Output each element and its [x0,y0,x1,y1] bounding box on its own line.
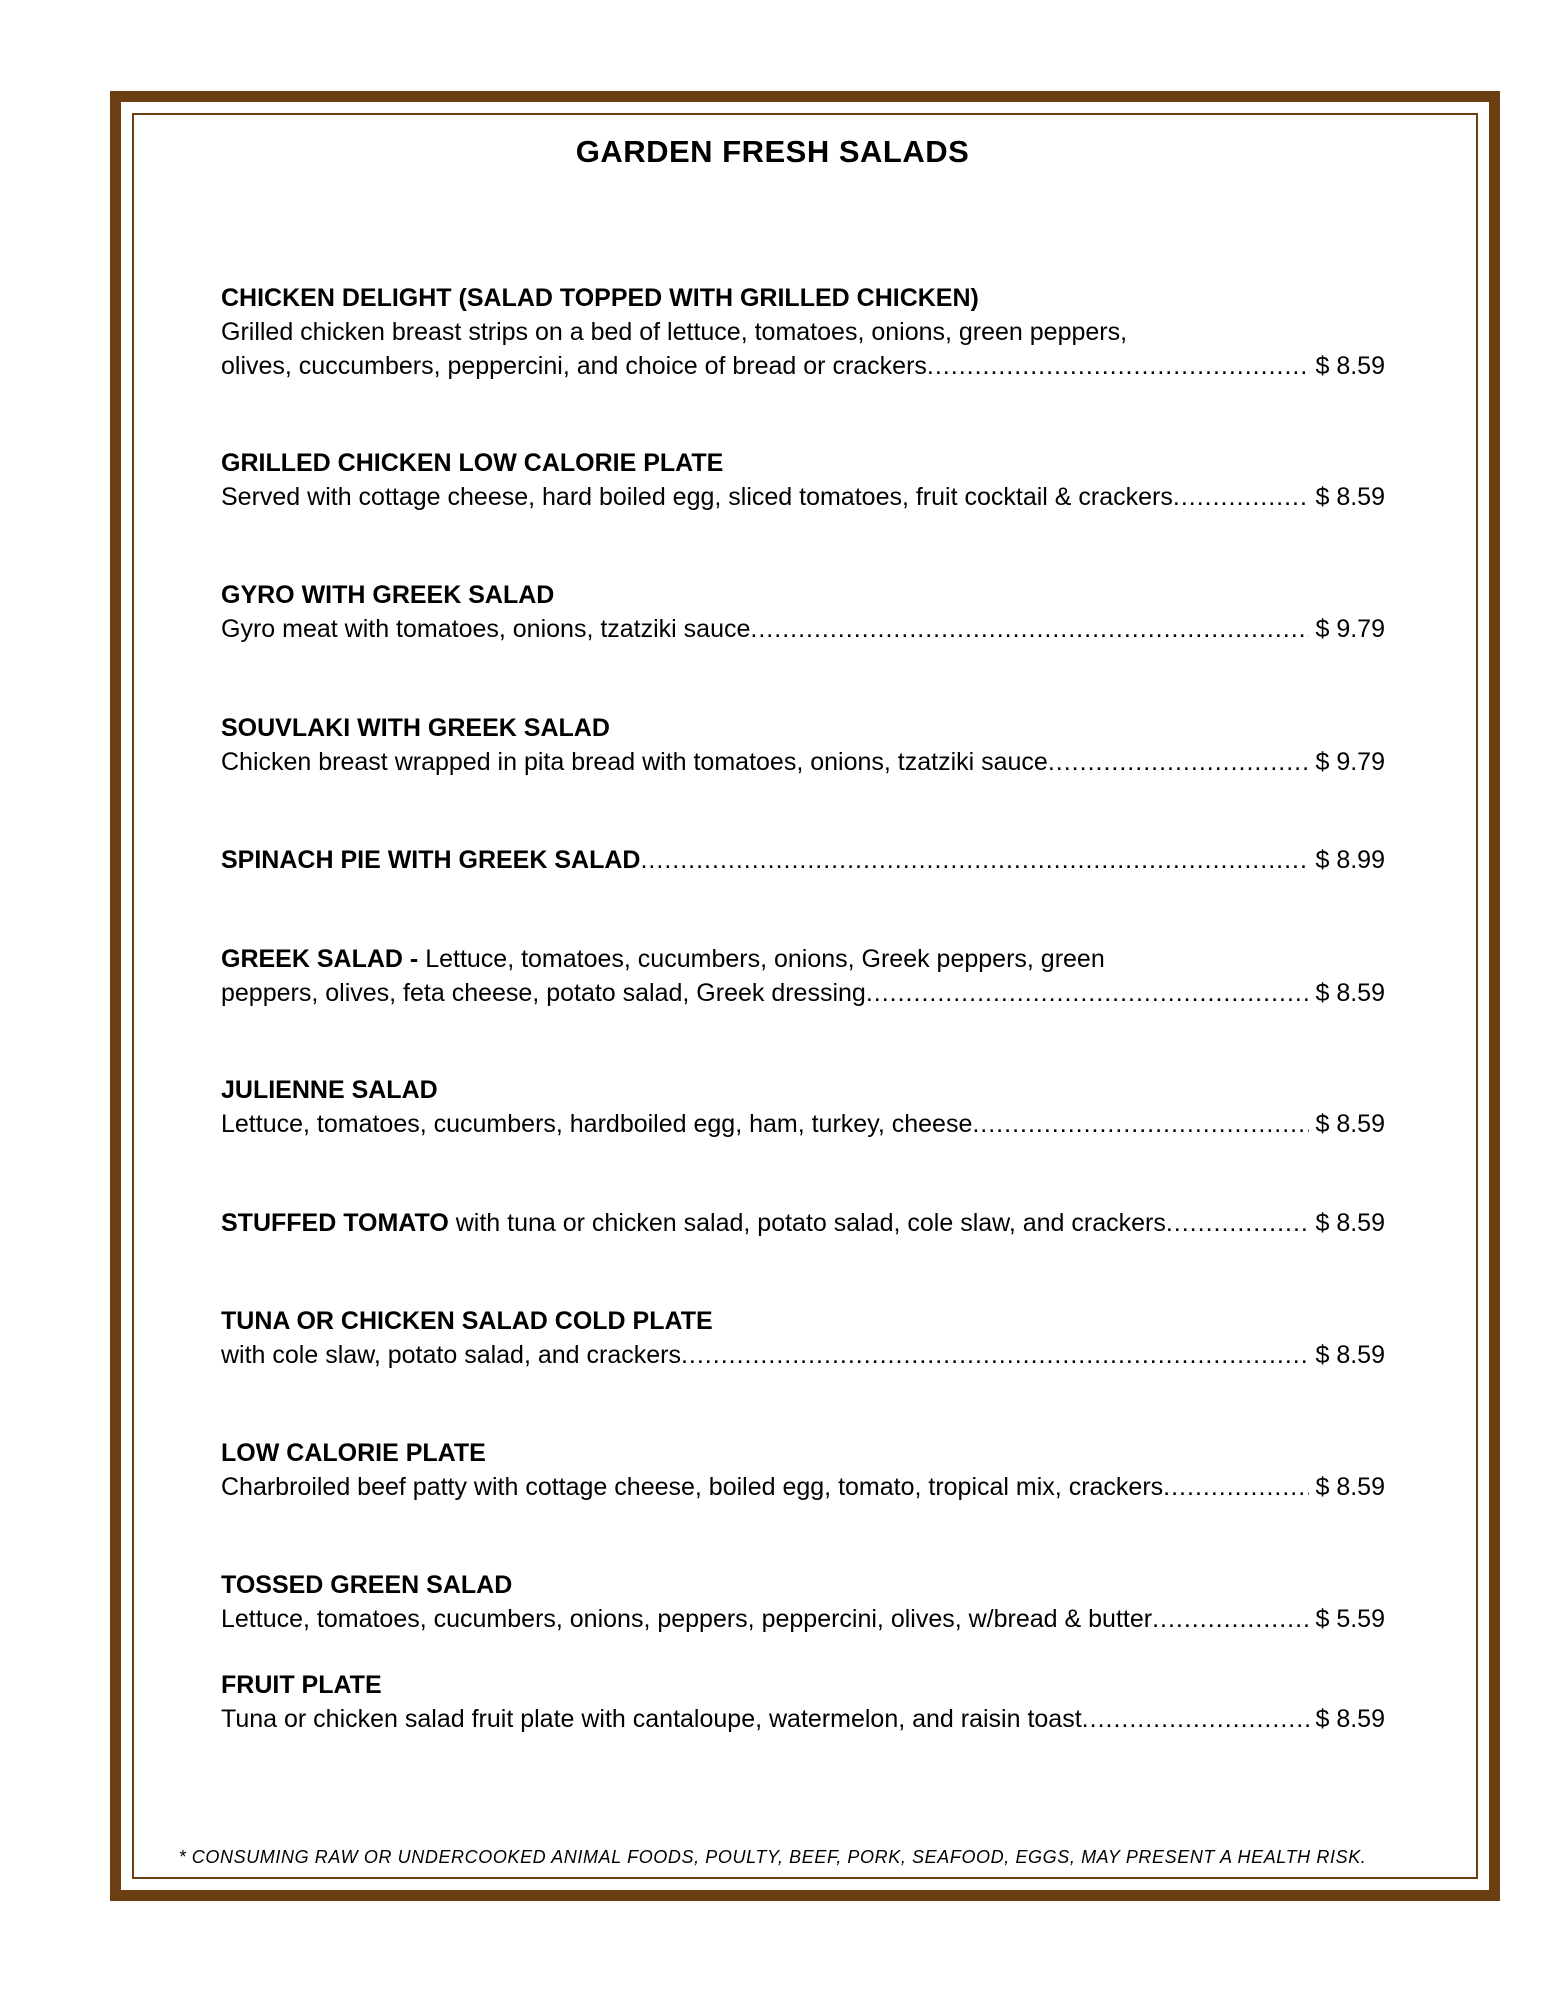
menu-item-price: $ 8.59 [1315,1110,1385,1138]
dot-leader [927,349,1310,383]
menu-item-name: TOSSED GREEN SALAD [221,1571,513,1599]
dot-leader [681,1338,1310,1372]
menu-item-price: $ 8.59 [1315,1209,1385,1237]
dot-leader [1082,1702,1310,1736]
menu-item-desc: Lettuce, tomatoes, cucumbers, onions, Greek peppers, green [425,945,1105,973]
menu-item-desc: Lettuce, tomatoes, cucumbers, onions, peppers, peppercini, olives, w/bread & butter [221,1605,1153,1633]
dot-leader [750,612,1309,646]
dot-leader [1048,745,1310,779]
menu-item-name: TUNA OR CHICKEN SALAD COLD PLATE [221,1307,713,1335]
menu-item-price: $ 8.59 [1315,1341,1385,1369]
menu-item-tuna-chicken-cold-plate [221,1304,1385,1372]
dot-leader [640,843,1309,877]
menu-item-price: $ 8.59 [1315,483,1385,511]
menu-item-desc: olives, cuccumbers, peppercini, and choice of bread or crackers [221,352,927,380]
menu-item-julienne-salad [221,1073,1385,1141]
menu-item-name: GYRO WITH GREEK SALAD [221,581,555,609]
menu-item-desc: with cole slaw, potato salad, and crackers [221,1341,681,1369]
menu-item-stuffed-tomato [221,1206,1385,1240]
menu-item-gyro [221,578,1385,646]
menu-item-desc: Charbroiled beef patty with cottage cheese, boiled egg, tomato, tropical mix, crackers [221,1473,1164,1501]
menu-item-desc: Grilled chicken breast strips on a bed of lettuce, tomatoes, onions, green peppers, [221,318,1128,346]
menu-item-price: $ 8.59 [1315,352,1385,380]
menu-item-desc: peppers, olives, feta cheese, potato salad, Greek dressing [221,979,866,1007]
menu-item-name: SOUVLAKI WITH GREEK SALAD [221,714,610,742]
health-warning-footnote: * CONSUMING RAW OR UNDERCOOKED ANIMAL FOODS, POULTY, BEEF, PORK, SEAFOOD, EGGS, MAY PRESENT A HEALTH RISK. [178,1847,1367,1867]
menu-item-chicken-delight [221,281,1385,383]
menu-item-low-calorie-plate [221,1436,1385,1504]
menu-item-name: STUFFED TOMATO [221,1209,449,1237]
menu-item-name: CHICKEN DELIGHT (SALAD TOPPED WITH GRILLED CHICKEN) [221,284,979,312]
menu-item-price: $ 5.59 [1315,1605,1385,1633]
menu-item-price: $ 9.79 [1315,748,1385,776]
menu-item-name: LOW CALORIE PLATE [221,1439,486,1467]
menu-item-desc: Chicken breast wrapped in pita bread with tomatoes, onions, tzatziki sauce [221,748,1048,776]
menu-item-greek-salad [221,942,1385,1010]
menu-item-desc: Gyro meat with tomatoes, onions, tzatziki sauce [221,615,751,643]
menu-item-grilled-chicken-low-calorie [221,446,1385,514]
menu-item-name: GRILLED CHICKEN LOW CALORIE PLATE [221,449,724,477]
menu-item-desc: with tuna or chicken salad, potato salad, cole slaw, and crackers [455,1209,1166,1237]
menu-item-price: $ 8.99 [1315,846,1385,874]
page-title: GARDEN FRESH SALADS [575,134,970,169]
menu-item-tossed-green-salad [221,1568,1385,1636]
menu-item-price: $ 8.59 [1315,1473,1385,1501]
dot-leader [972,1107,1309,1141]
menu-item-name: JULIENNE SALAD [221,1076,438,1104]
dot-leader [1152,1602,1309,1636]
menu-item-souvlaki [221,711,1385,779]
menu-item-desc: Served with cottage cheese, hard boiled egg, sliced tomatoes, fruit cocktail & crackers [221,483,1173,511]
menu-item-price: $ 8.59 [1315,979,1385,1007]
menu-item-desc: Lettuce, tomatoes, cucumbers, hardboiled egg, ham, turkey, cheese [221,1110,973,1138]
menu-item-price: $ 9.79 [1315,615,1385,643]
dot-leader [1166,1206,1310,1240]
menu-item-desc: Tuna or chicken salad fruit plate with cantaloupe, watermelon, and raisin toast [221,1705,1082,1733]
dot-leader [1163,1470,1309,1504]
menu-item-price: $ 8.59 [1315,1705,1385,1733]
menu-item-name: SPINACH PIE WITH GREEK SALAD [221,846,641,874]
menu-item-name: FRUIT PLATE [221,1671,382,1699]
menu-item-spinach-pie [221,843,1385,877]
menu-item-fruit-plate [221,1668,1385,1736]
dot-leader [1173,480,1310,514]
menu-item-name: GREEK SALAD - [221,945,419,973]
dot-leader [866,976,1310,1010]
